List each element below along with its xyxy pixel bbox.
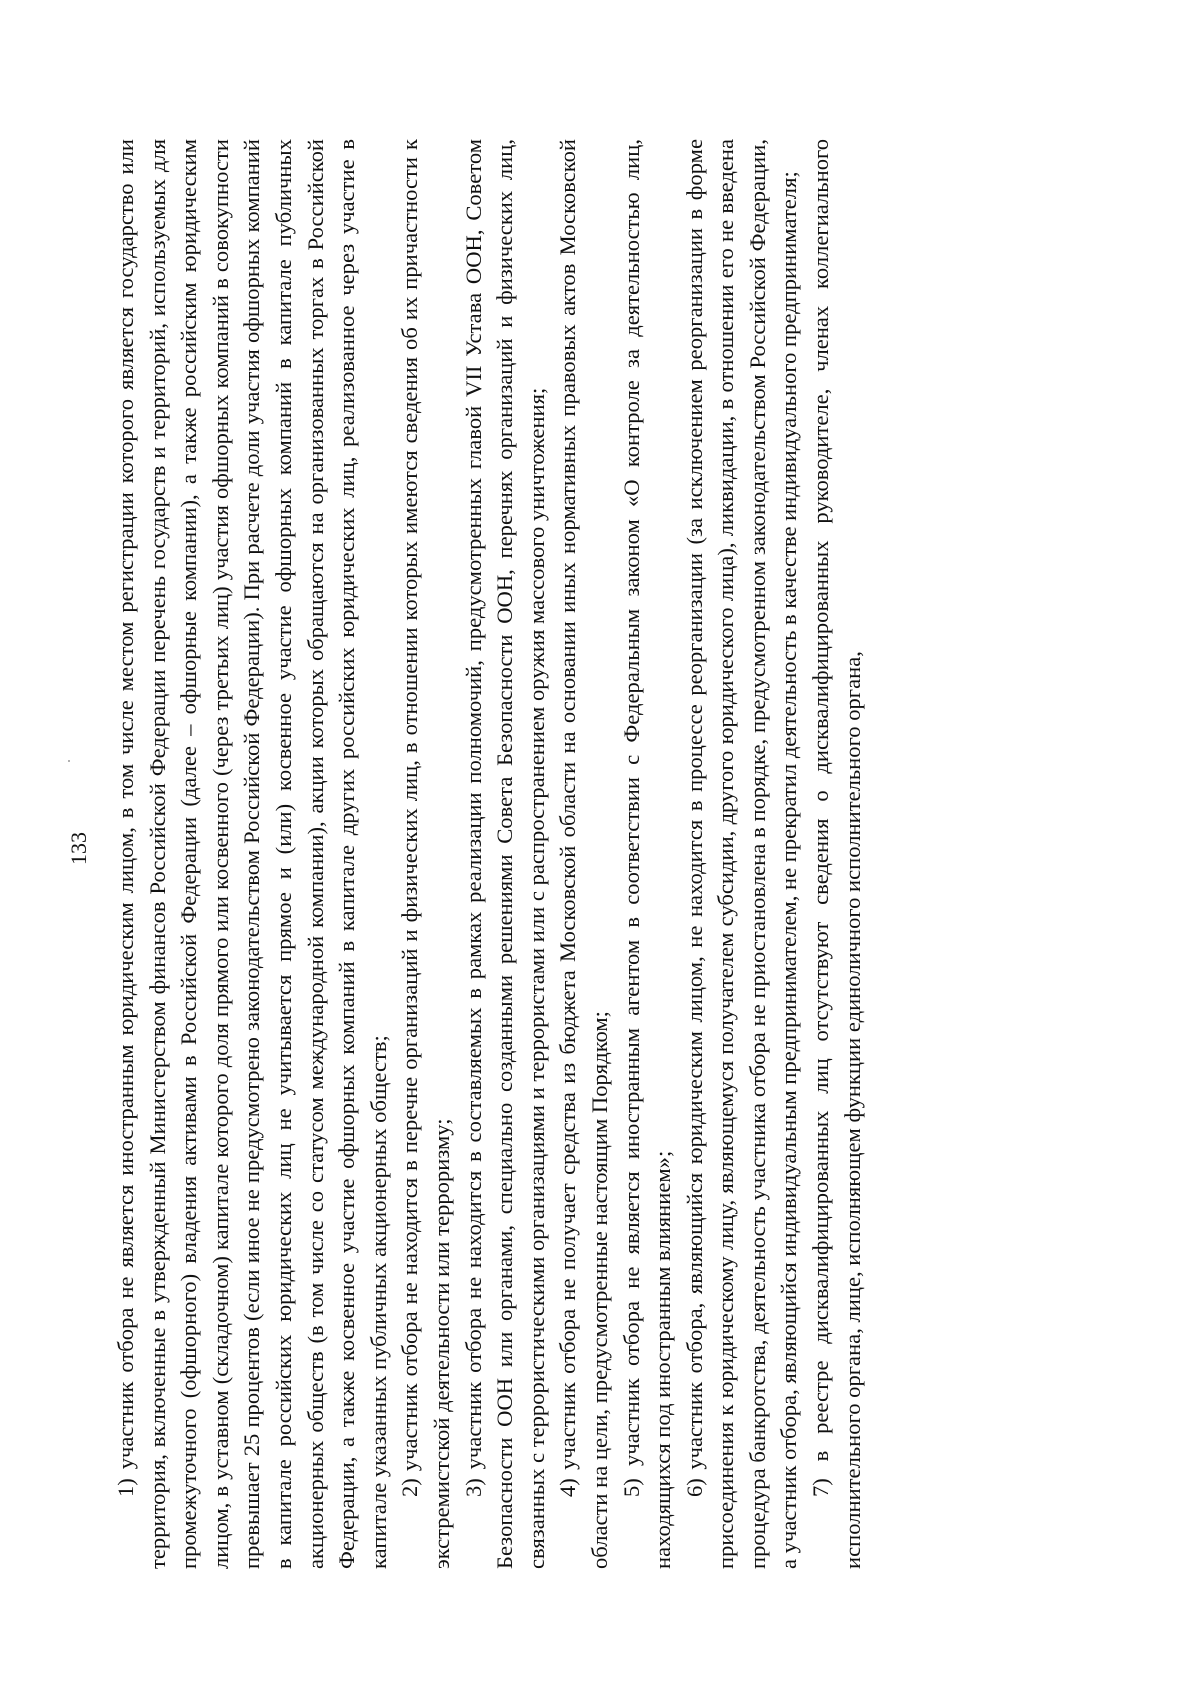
paragraph-item-3: 3) участник отбора не находится в составляемых в рамках реализации полномочий, предусмотренных главой VII Устава ООН, Советом Безопасности ООН или органами, специально созданными решениями Совета Безопасности ООН, перечнях организаций и физических лиц, связанных с террористическими организациями и террористами или с распространением оружия массового уничтожения; <box>460 139 549 1569</box>
document-body <box>110 139 868 1569</box>
paragraph-item-1: 1) участник отбора не является иностранным юридическим лицом, в том числе местом регистрации которого является государство или территория, включенные в утвержденный Министерством финансов Российской Федерации перечень государств и территорий, используемых для промежуточного (офшорного) владения активами в Российской Федерации (далее – офшорные компании), а также российским юридическим лицом, в уставном (складочном) капитале которого доля прямого или косвенного (через третьих лиц) участия офшорных компаний в совокупности превышает 25 процентов (если иное не предусмотрено законодательством Российской Федерации). При расчете доли участия офшорных компаний в капитале российских юридических лиц не учитывается прямое и (или) косвенное участие офшорных компаний в капитале публичных акционерных обществ (в том числе со статусом международной компании), акции которых обращаются на организованных торгах в Российской Федерации, а также косвенное участие офшорных компаний в капитале других российских юридических лиц, реализованное через участие в капитале указанных публичных акционерных обществ; <box>113 139 391 1569</box>
paragraph-item-6: 6) участник отбора, являющийся юридическим лицом, не находится в процессе реорганизации (за исключением реорганизации в форме присоединения к юридическому лицу, являющемуся получателем субсидии, другого юридического лица), ликвидации, в отношении его не введена процедура банкротства, деятельность участника отбора не приостановлена в порядке, предусмотренном законодательством Российской Федерации, а участник отбора, являющийся индивидуальным предпринимателем, не прекратил деятельность в качестве индивидуального предпринимателя; <box>681 139 802 1569</box>
paragraph-item-4: 4) участник отбора не получает средства из бюджета Московской области на основании иных нормативных правовых актов Московской области на цели, предусмотренные настоящим Порядком; <box>555 139 612 1569</box>
paragraph-item-2: 2) участник отбора не находится в перечне организаций и физических лиц, в отношении которых имеются сведения об их причастности к экстремистской деятельности или терроризму; <box>397 139 454 1569</box>
paragraph-item-5: 5) участник отбора не является иностранным агентом в соответствии с Федеральным законом «О контроле за деятельностью лиц, находящихся под иностранным влиянием»; <box>618 139 676 1569</box>
paragraph-item-7: 7) в реестре дисквалифицированных лиц отсутствуют сведения о дисквалифицированных руководителе, членах коллегиального исполнительного органа, лице, исполняющем функции единоличного исполнительного органа, <box>808 139 865 1569</box>
page-number: 133 <box>66 832 91 865</box>
